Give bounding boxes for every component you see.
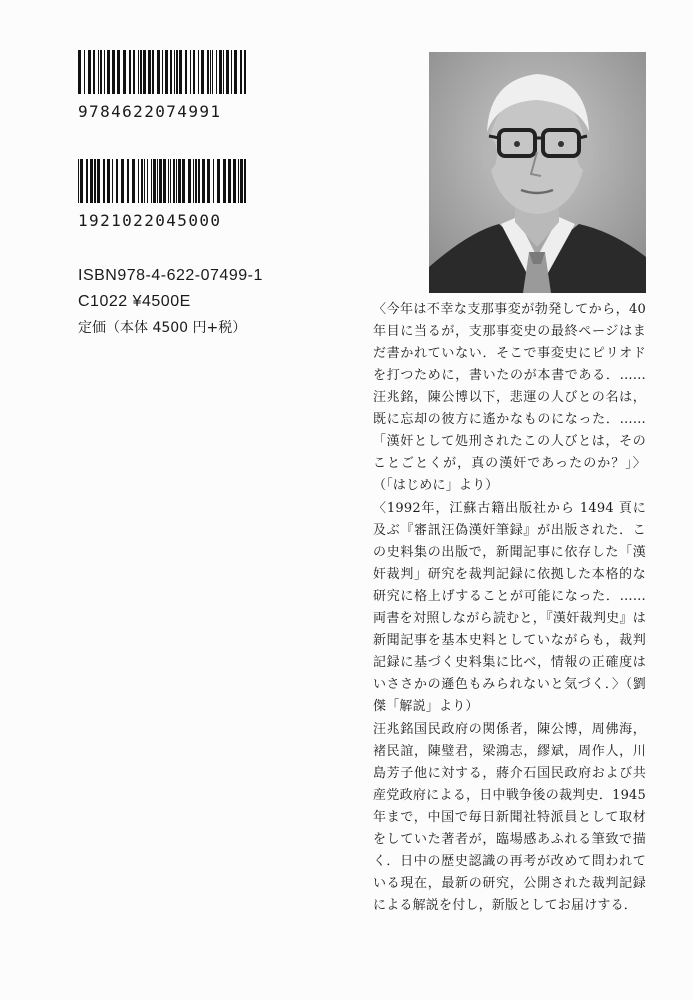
isbn-text: ISBN978-4-622-07499-1: [78, 267, 263, 284]
barcode-bars: [78, 50, 246, 94]
barcode-bars: [78, 159, 246, 203]
description-paragraph-3: 汪兆銘国民政府の関係者，陳公博，周佛海，褚民誼，陳璧君，梁鴻志，繆斌，周作人，川島芳子他に対する，蔣介石国民政府および共産党政府による，日中戦争後の裁判史．1945年まで，中国で毎日新聞社特派員として取材をしていた著者が，臨場感あふれる筆致で描く．日中の歴史認識の再考が改めて問われている現在，最新の研究，公開された裁判記録による解説を付し，新版としてお届けする．: [373, 722, 646, 913]
description-paragraph-2: 〈1992年，江蘇古籍出版社から 1494 頁に及ぶ『審訊汪偽漢奸筆録』が出版された．この史料集の出版で，新聞記事に依存した「漢奸裁判」研究を裁判記録に依拠した本格的な研究に格上げすることが可能になった．……両書を対照しながら読むと，『漢奸裁判史』は新聞記事を基本史料としていながらも，裁判記録に基づく史料集に比べ，情報の正確度はいささかの遜色もみられないと気づく．〉（劉傑「解説」より）: [373, 501, 646, 714]
price-barcode: [78, 159, 246, 230]
barcode-number: 1921022045000: [78, 211, 222, 230]
barcode-number: 9784622074991: [78, 102, 222, 121]
book-info: [78, 263, 263, 341]
description-paragraph-1: 〈今年は不幸な支那事変が勃発してから，40年目に当るが，支那事変史の最終ページはまだ書かれていない．そこで事変史にピリオドを打つために，書いたのが本書である．……汪兆銘，陳公博以下，悲運の人びとの名は，既に忘却の彼方に遙かなものになった．……「漢奸として処刑されたこの人びとは，そのことごとくが，真の漢奸であったのか？」〉（「はじめに」より）: [373, 302, 646, 493]
book-description: [373, 299, 646, 917]
price-text: 定価（本体 4500 円+税）: [78, 320, 247, 336]
author-portrait-image: [429, 52, 646, 293]
classification-code: C1022 ¥4500E: [78, 293, 191, 310]
isbn-barcode: [78, 50, 246, 121]
author-photo: [429, 52, 646, 293]
